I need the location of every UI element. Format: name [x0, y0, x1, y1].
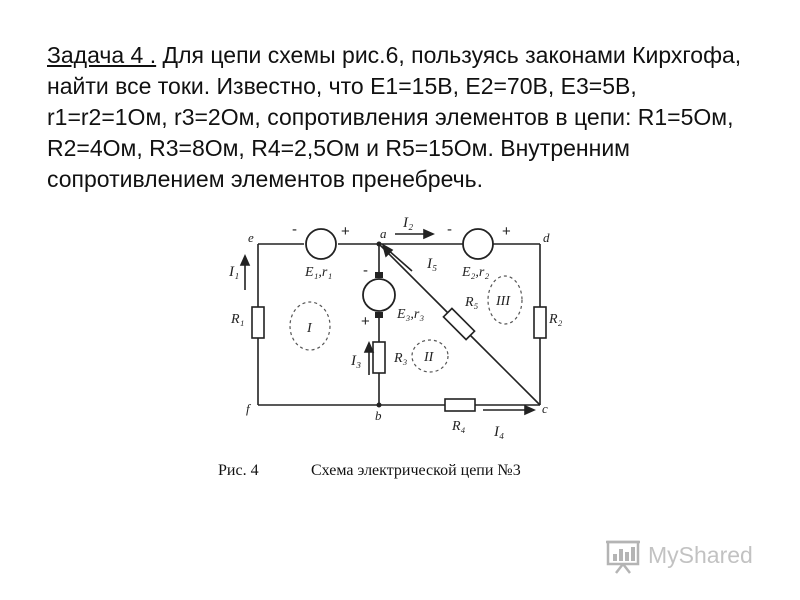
r5-label: R₅	[465, 295, 479, 310]
i3-label: I₃	[351, 353, 362, 369]
task-text: Для цепи схемы рис.6, пользуясь законами Кирхгофа, найти все токи. Известно, что E1=15В, E2=70В, E3=5В, r1=r2=1Ом, r3=2Ом, сопротивления элементов в цепи: R1=5Ом, R2=4Ом, R3=8Ом, R4=2,5Ом и R5=15Ом. Внутренним сопротивлением элементов пренебречь.	[47, 42, 742, 192]
r2-label: R₂	[549, 312, 563, 327]
watermark-text: MyShared	[648, 542, 753, 568]
circuit-wires	[258, 244, 540, 405]
r1-label: R₁	[231, 312, 245, 327]
e3-label: E₃,r₃	[397, 307, 425, 322]
node-label-d: d	[543, 230, 550, 245]
e2-label: E₂,r₂	[462, 265, 490, 280]
resistor-r3	[373, 342, 385, 373]
resistor-r4	[445, 399, 475, 411]
source-e2	[463, 229, 493, 259]
resistor-r5	[443, 308, 474, 339]
e2-plus-sign: +	[502, 223, 511, 240]
loop-i-label: I	[307, 321, 312, 336]
e3-plus-sign: +	[361, 313, 370, 330]
r3-label: R₃	[394, 351, 408, 366]
task-label: Задача 4 .	[47, 42, 157, 68]
node-label-a: a	[380, 226, 387, 241]
resistor-r1	[252, 307, 264, 338]
node-label-e: e	[248, 230, 254, 245]
loop-ii-label: II	[424, 350, 434, 365]
figure-caption: Схема электрической цепи №3	[311, 462, 521, 479]
e1-plus-sign: +	[341, 223, 350, 240]
node-label-f: f	[246, 401, 250, 416]
loop-iii-label: III	[496, 294, 510, 309]
source-e3	[363, 279, 395, 311]
i5-label: I₅	[427, 256, 438, 272]
r4-label: R₄	[452, 419, 466, 434]
i1-label: I₁	[229, 264, 240, 280]
resistor-r2	[534, 307, 546, 338]
watermark	[604, 536, 764, 576]
i4-label: I₄	[494, 424, 505, 440]
i2-label: I₂	[403, 215, 414, 231]
node-label-c: c	[542, 401, 548, 416]
node-label-b: b	[375, 408, 382, 423]
e1-label: E₁,r₁	[305, 265, 333, 280]
e1-minus-sign: -	[292, 221, 297, 238]
figure-number: Рис. 4	[218, 462, 259, 479]
presentation-icon	[604, 536, 644, 576]
e2-minus-sign: -	[447, 221, 452, 238]
e3-minus-sign: -	[363, 262, 368, 279]
